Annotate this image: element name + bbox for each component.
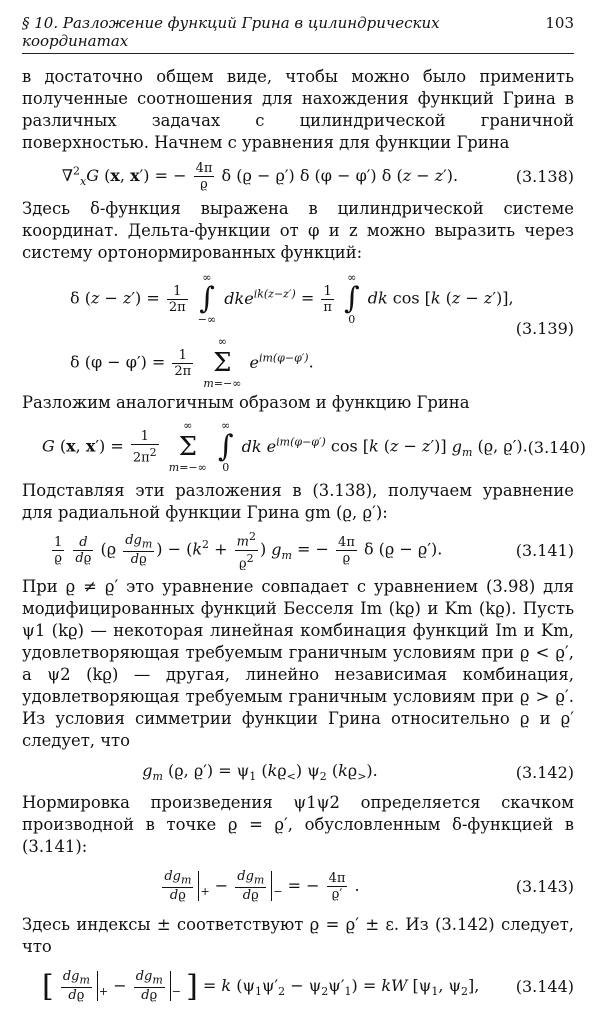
paragraph-4: Подставляя эти разложения в (3.138), получаем уравнение для радиальной функции Грина gm (ϱ, ϱ′): bbox=[22, 481, 574, 522]
paragraph-1: в достаточно общем виде, чтобы можно было применить полученные соотношения для нахождения функций Грина в различных задачах с цилиндрической граничной поверхностью. Начнем с уравнения для функции Грина bbox=[22, 67, 574, 152]
paragraph-2: Здесь δ-функция выражена в цилиндрической системе координат. Дельта-функции от φ и z можно выразить через систему ортонормированных функций: bbox=[22, 199, 574, 262]
equation-3-139-line-2: δ (φ − φ′) = $\frac{1}{2\pi}$ ∞ Σ m=−∞ $e^{im(\varphi-\varphi')}$. bbox=[70, 335, 314, 390]
paragraph-7: Здесь индексы ± соответствуют ϱ = ϱ′ ± ε. Из (3.142) следует, что bbox=[22, 915, 574, 956]
equation-3-139-line-1: δ (z − z′) = $\frac{1}{2\pi}$ ∞ ∫ −∞ dke$^{ik(z-z')}$ = $\frac{1}{\pi}$ ∞ ∫ 0 dk cos [k (z − z′)], bbox=[70, 271, 514, 326]
equation-3-138-number: (3.138) bbox=[515, 166, 574, 186]
equation-3-140-body: G (x, x′) = $\frac{1}{2\pi^2}$ ∞ Σ m=−∞ ∞ ∫ 0 dk $e^{im(\varphi-\varphi')}$ cos [k (z − z′)] $g_m$ (ϱ, ϱ′). bbox=[42, 419, 528, 474]
page-number: 103 bbox=[545, 14, 574, 32]
paragraph-5: При ϱ ≠ ϱ′ это уравнение совпадает с уравнением (3.98) для модифицированных функций Бесселя Im (kϱ) и Km (kϱ). Пусть ψ1 (kϱ) — некоторая линейная комбинация функций Im и Km, удовлетворяющая требуемым граничным условиям при ϱ < ϱ′, а ψ2 (kϱ) — другая, линейно независимая комбинация, удовлетворяющая требуемым граничным условиям при ϱ > ϱ′. Из условия симметрии функции Грина относительно ϱ и ϱ′ следует, что bbox=[22, 577, 574, 750]
equation-3-142-number: (3.142) bbox=[515, 762, 574, 782]
equation-3-138 bbox=[22, 154, 574, 198]
equation-3-141 bbox=[22, 524, 574, 576]
equation-3-140-number: (3.140) bbox=[527, 437, 586, 457]
equation-3-144 bbox=[22, 958, 574, 1014]
equation-3-142-body: $g_m$ (ϱ, $ϱ') = \psi_1$ $(kϱ_<)$ $\psi_2$ $(kϱ_>)$. bbox=[142, 760, 378, 784]
equation-3-140 bbox=[22, 414, 586, 480]
paragraph-3: Разложим аналогичным образом и функцию Грина bbox=[22, 393, 470, 412]
equation-3-143-number: (3.143) bbox=[515, 876, 574, 896]
header-title: § 10. Разложение функций Грина в цилиндрических координатах bbox=[22, 14, 440, 50]
equation-3-138-body: ∇$^2_x$G (x, x′) = − $\frac{4\pi}{ϱ}$ δ (ϱ − ϱ′) δ (φ − φ′) δ (z − z′). bbox=[61, 160, 459, 192]
equation-3-139-number: (3.139) bbox=[515, 318, 574, 338]
equation-3-143 bbox=[22, 858, 574, 914]
equation-3-144-body: [ $\frac{dg_m}{dϱ}$ $_+$ − $\frac{dg_m}{dϱ}$ $_-$ ] = k $(\psi_1\psi'_2 - \psi_2\psi'_1)$ = kW [$\psi_1$, $\psi_2$], bbox=[42, 968, 480, 1004]
paragraph-6: Нормировка произведения ψ1ψ2 определяется скачком производной в точке ϱ = ϱ′, обусловленным δ-функцией в (3.141): bbox=[22, 793, 574, 856]
equation-3-139 bbox=[22, 264, 574, 392]
equation-3-144-number: (3.144) bbox=[515, 976, 574, 996]
equation-3-142 bbox=[22, 752, 574, 792]
running-header bbox=[22, 14, 574, 54]
equation-3-141-body: $\frac{1}{ϱ}$ $\frac{d}{dϱ}$ (ϱ $\frac{dg_m}{dϱ}$ ) − ($k^2$ + $\frac{m^2}{ϱ^2}$ ) $g_m$ = − $\frac{4\pi}{ϱ}$ δ (ϱ − ϱ′). bbox=[54, 530, 443, 571]
equation-3-141-number: (3.141) bbox=[515, 540, 574, 560]
equation-3-143-body: $\frac{dg_m}{dϱ}$ $_+$ − $\frac{dg_m}{dϱ}$ $_-$ = − $\frac{4\pi}{ϱ'}$ . bbox=[164, 868, 360, 904]
